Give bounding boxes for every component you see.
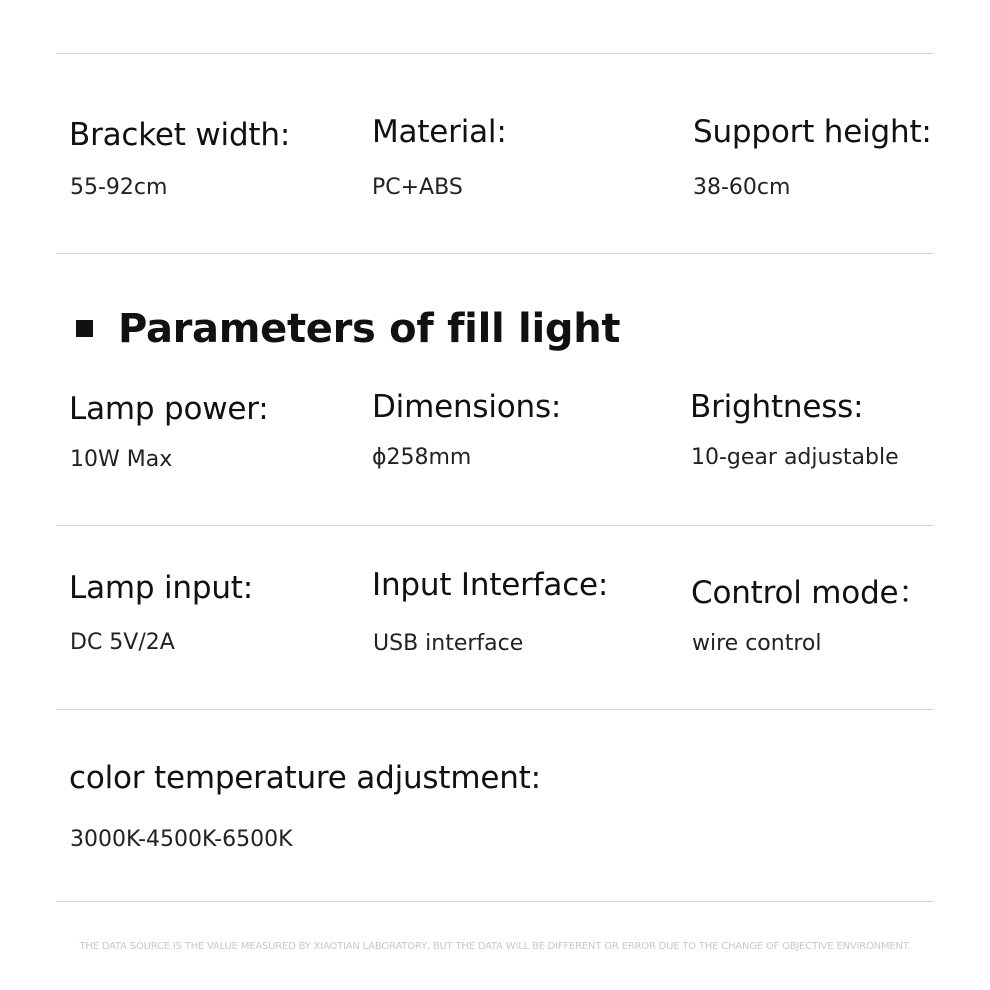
material-label: Material: [372, 114, 507, 150]
control-mode-value: wire control [692, 631, 822, 656]
divider-top [57, 53, 934, 54]
dimensions-label: Dimensions: [372, 389, 562, 425]
divider-bottom [57, 901, 934, 902]
section-title: Parameters of fill light [118, 306, 621, 352]
support-height-label: Support height: [693, 114, 932, 150]
lamp-power-label: Lamp power: [69, 391, 269, 427]
divider-bracket [57, 253, 934, 254]
brightness-value: 10-gear adjustable [691, 445, 899, 470]
lamp-input-value: DC 5V/2A [70, 630, 175, 655]
support-height-value: 38-60cm [693, 175, 791, 200]
material-value: PC+ABS [372, 175, 463, 200]
lamp-input-label: Lamp input: [69, 570, 253, 606]
input-interface-label: Input Interface: [372, 567, 609, 603]
data-source-footnote: THE DATA SOURCE IS THE VALUE MEASURED BY XIAOTIAN LABORATORY, BUT THE DATA WILL BE DIFFERENT OR ERROR DUE TO THE CHANGE OF OBJECTIVE ENVIRONMENT. [79, 941, 911, 952]
dimensions-value: ϕ258mm [372, 445, 472, 470]
divider-lamp-2 [57, 709, 934, 710]
bracket-width-value: 55-92cm [70, 175, 168, 200]
lamp-power-value: 10W Max [70, 447, 173, 472]
color-temperature-value: 3000K-4500K-6500K [70, 827, 293, 852]
bracket-width-label: Bracket width: [69, 117, 291, 153]
brightness-label: Brightness: [690, 389, 864, 425]
input-interface-value: USB interface [373, 631, 524, 656]
divider-lamp-1 [57, 525, 934, 526]
control-mode-label: Control mode： [691, 575, 930, 611]
bullet-square-icon [76, 320, 93, 337]
color-temperature-label: color temperature adjustment: [69, 760, 541, 796]
